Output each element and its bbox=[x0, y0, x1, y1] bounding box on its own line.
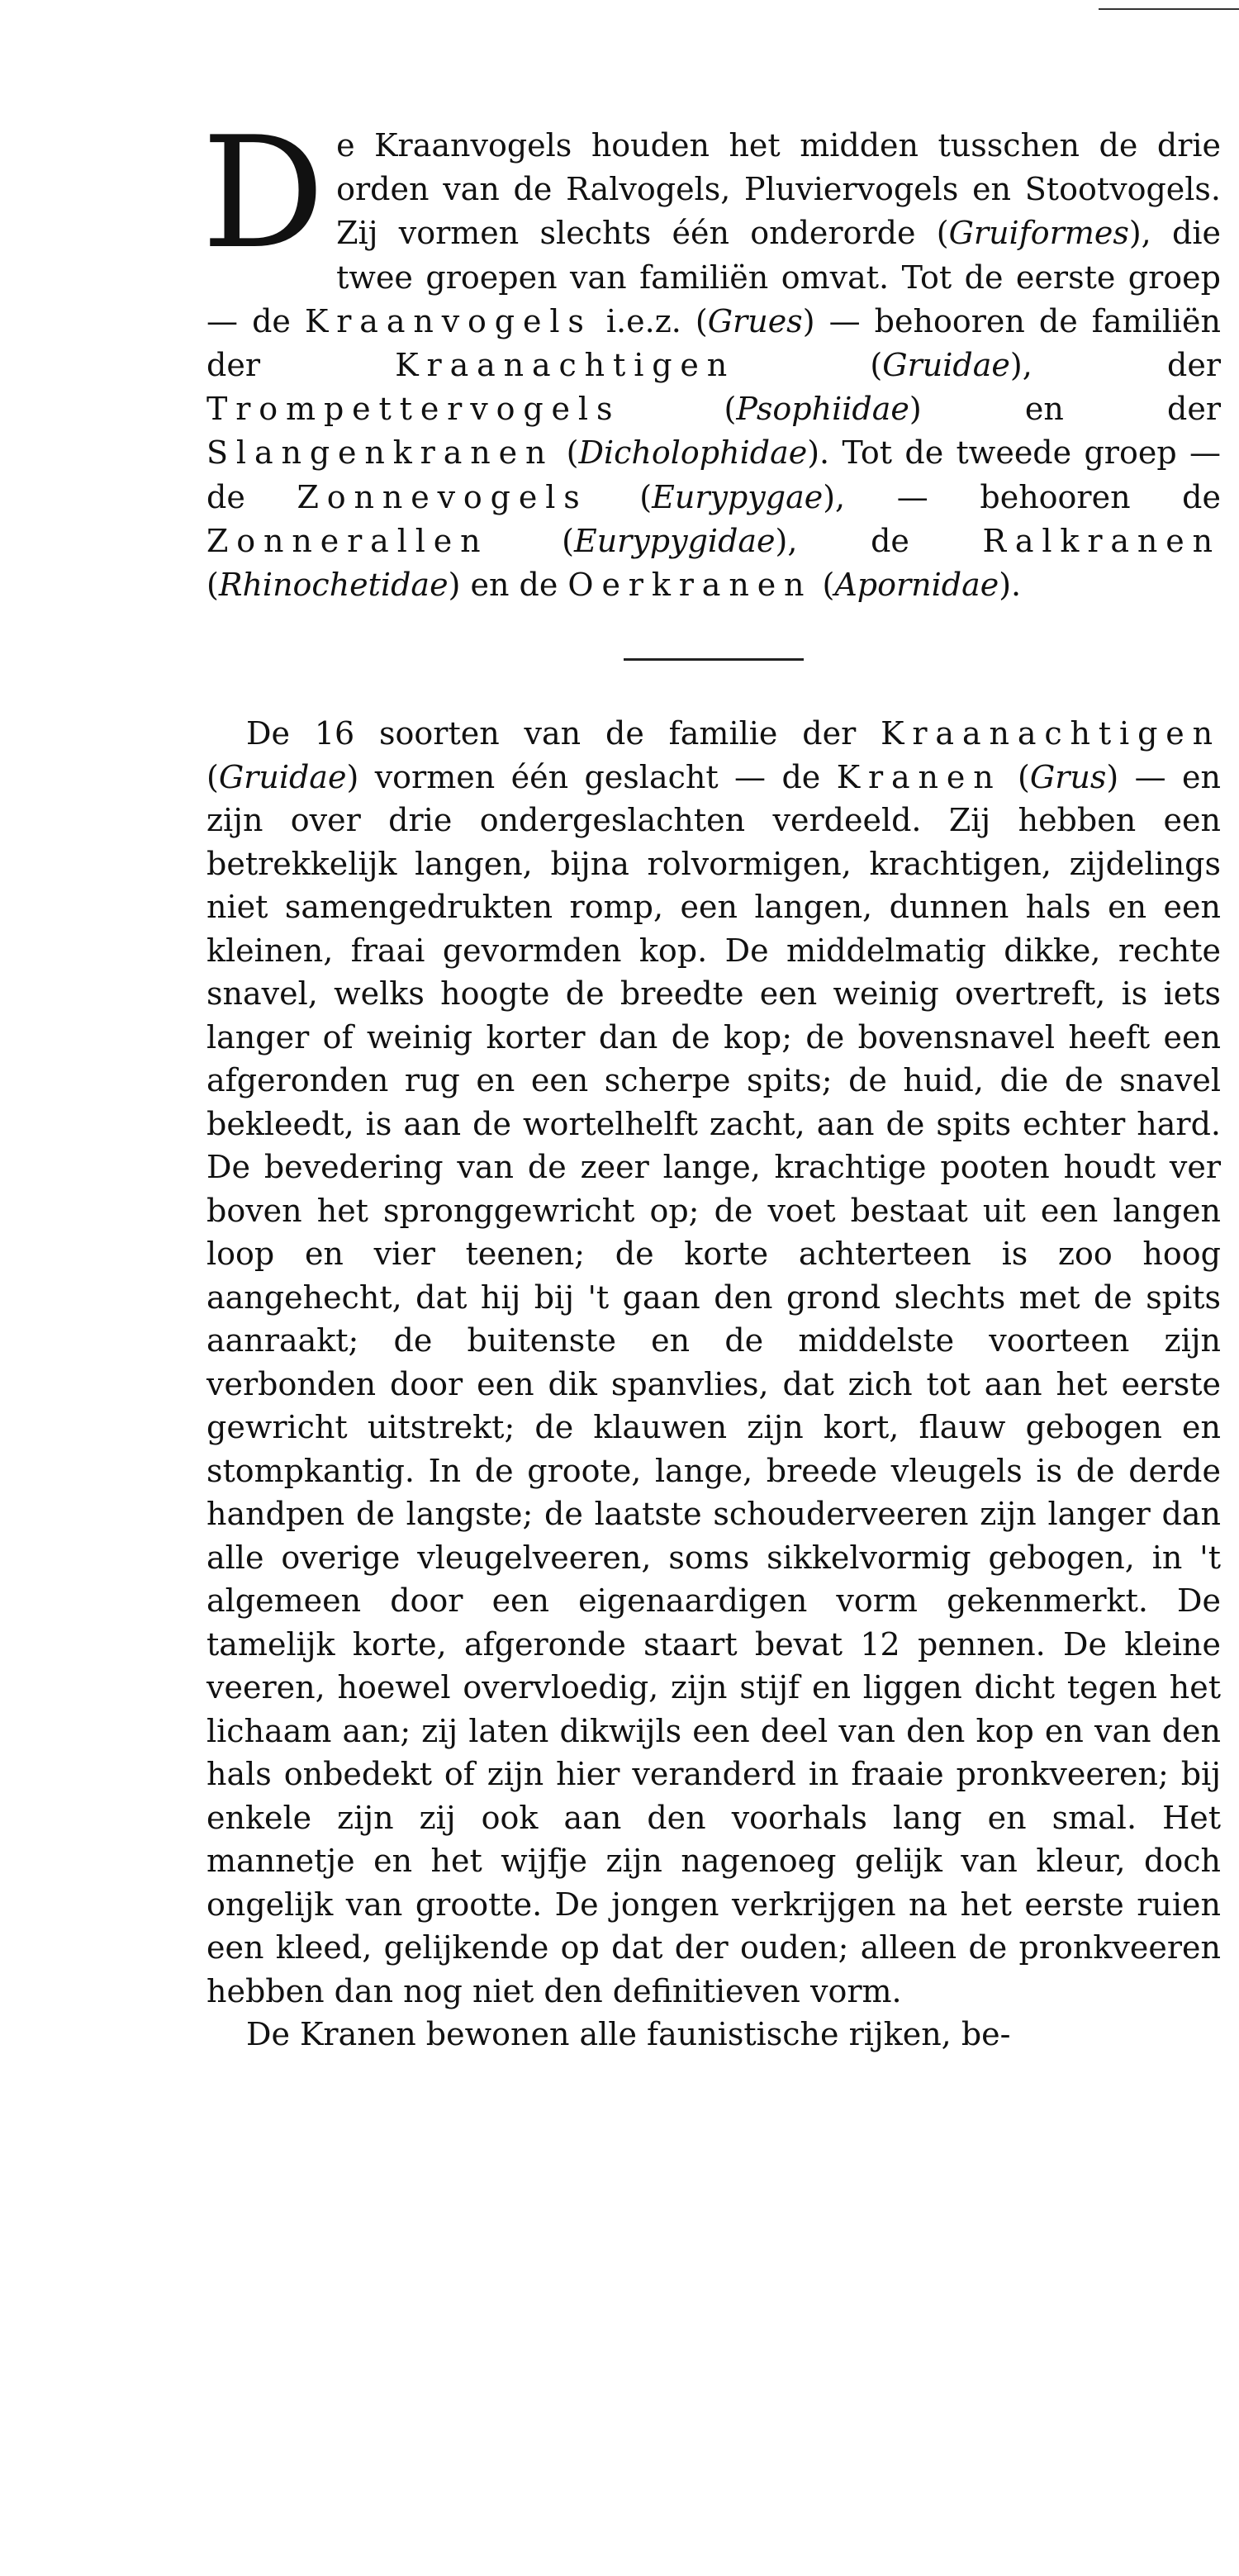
taxon-dicholophidae: Dicholophidae bbox=[578, 434, 808, 472]
intro-text: ). bbox=[999, 567, 1022, 604]
term-trompettervogels: Trompettervogels bbox=[206, 391, 621, 428]
taxon-apornidae: Apornidae bbox=[834, 567, 999, 604]
intro-text: ( bbox=[587, 478, 653, 515]
taxon-eurypygae: Eurypygae bbox=[652, 478, 824, 515]
term-zonnevogels: Zonnevogels bbox=[297, 478, 588, 515]
drop-cap: D bbox=[202, 103, 325, 282]
body-text: ( bbox=[206, 758, 219, 795]
body-paragraph-1 bbox=[206, 712, 1221, 2013]
term-kraanachtigen: Kraanachtigen bbox=[395, 347, 736, 384]
body-text: De Kranen bewonen alle faunistische rijken, be- bbox=[246, 2016, 1011, 2053]
term-oerkranen: Oerkranen bbox=[567, 567, 813, 604]
intro-paragraph bbox=[202, 103, 1222, 607]
taxon-rhinochetidae: Rhinochetidae bbox=[218, 567, 449, 604]
intro-text: ) en der bbox=[909, 391, 1221, 428]
taxon-eurypygidae: Eurypygidae bbox=[573, 522, 776, 559]
section-divider bbox=[624, 658, 804, 661]
body-paragraph-2 bbox=[206, 2013, 1221, 2057]
page bbox=[202, 103, 1222, 2057]
top-rule bbox=[1099, 8, 1239, 10]
intro-text: ( bbox=[735, 347, 883, 384]
intro-text: ( bbox=[553, 434, 579, 472]
term-zonnerallen: Zonnerallen bbox=[206, 522, 489, 559]
taxon-psophiidae: Psophiidae bbox=[736, 391, 909, 428]
intro-text: ), der bbox=[1009, 347, 1222, 384]
taxon-gruiformes: Gruiformes bbox=[948, 215, 1129, 252]
body-text: ( bbox=[1001, 758, 1030, 795]
intro-text: e Kraanvogels houden het midden tusschen de drie orden van de Ralvogels, Pluviervogels en Stootvogels. Zij vormen slechts één onderorde ( bbox=[336, 127, 1221, 252]
taxon-gruidae: Gruidae bbox=[882, 347, 1010, 384]
intro-text: ), — behooren de bbox=[823, 478, 1221, 515]
taxon-grues: Grues bbox=[707, 302, 803, 339]
term-kraanvogels: Kraanvogels bbox=[304, 302, 592, 339]
body-text: ) vormen één geslacht — de bbox=[346, 758, 837, 795]
intro-text: ), de bbox=[775, 522, 983, 559]
term-slangenkranen: Slangenkranen bbox=[206, 434, 554, 472]
intro-text: ), die twee groepen van familiën omvat. Tot de eerste groep — de bbox=[206, 215, 1222, 339]
intro-text: ( bbox=[488, 522, 574, 559]
taxon-gruidae: Gruidae bbox=[218, 758, 347, 795]
intro-text: ( bbox=[620, 391, 737, 428]
intro-text: ). Tot de tweede groep — de bbox=[206, 434, 1222, 515]
term-ralkranen: Ralkranen bbox=[982, 522, 1221, 559]
term-kraanachtigen: Kraanachtigen bbox=[881, 715, 1221, 752]
taxon-grus: Grus bbox=[1029, 758, 1107, 795]
intro-text: ( bbox=[812, 567, 835, 604]
intro-text: i.e.z. ( bbox=[591, 302, 708, 339]
term-kranen: Kranen bbox=[836, 758, 1002, 795]
body-text: ) — en zijn over drie ondergeslachten verdeeld. Zij hebben een betrekkelijk langen, bijna rolvormigen, krachtigen, zijdelings niet samengedrukten romp, een langen, dunnen hals en een kleinen, fraai gevormden kop. De middelmatig dikke, rechte snavel, welks hoogte de breedte een weinig overtreft, is iets langer of weinig korter dan de kop; de bovensnavel heeft een afgeronden rug en een scherpe spits; de huid, die de snavel bekleedt, is aan de wortelhelft zacht, aan de spits echter hard. De bevedering van de zeer lange, krachtige pooten houdt ver boven het spronggewricht op; de voet bestaat uit een langen loop en vier teenen; de korte achterteen is zoo hoog aangehecht, dat hij bij 't gaan den grond slechts met de spits aanraakt; de buitenste en de middelste voorteen zijn verbonden door een dik spanvlies, dat zich tot aan het eerste gewricht uitstrekt; de klauwen zijn kort, flauw gebogen en stompkantig. In de groote, lange, breede vleugels is de derde handpen de langste; de laatste schouderveeren zijn langer dan alle overige vleugelveeren, soms sikkelvormig gebogen, in 't algemeen door een eigenaardigen vorm gekenmerkt. De tamelijk korte, afgeronde staart bevat 12 pennen. De kleine veeren, hoewel overvloedig, zijn stijf en liggen dicht tegen het lichaam aan; zij laten dikwijls een deel van den kop en van den hals onbedekt of zijn hier veranderd in fraaie pronkveeren; bij enkele zijn zij ook aan den voorhals lang en smal. Het mannetje en het wijfje zijn nagenoeg gelijk van kleur, doch ongelijk van grootte. De jongen verkrijgen na het eerste ruien een kleed, gelijkende op dat der ouden; alleen de pronkveeren hebben dan nog niet den definitieven vorm. bbox=[206, 758, 1222, 2009]
body-text: De 16 soorten van de familie der bbox=[246, 715, 881, 752]
intro-text: ) — behooren de familiën der bbox=[206, 302, 1221, 384]
intro-text: ) en de bbox=[448, 567, 568, 604]
intro-text: ( bbox=[206, 567, 219, 604]
